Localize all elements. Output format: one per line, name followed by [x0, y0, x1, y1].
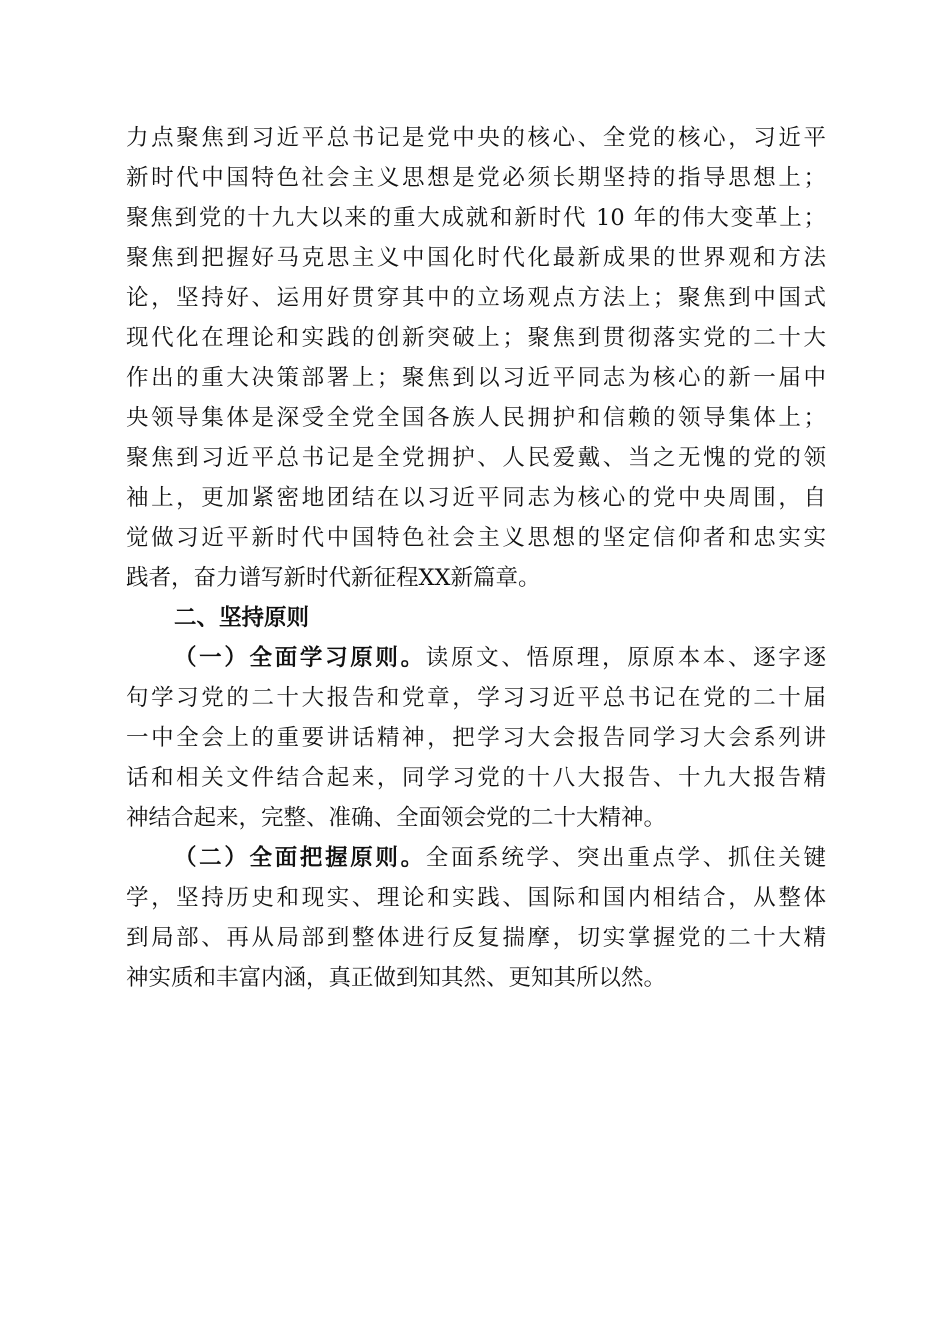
paragraph-line: 学，坚持历史和现实、理论和实践、国际和国内相结合，从整体: [126, 885, 826, 911]
paragraph-line: 一中全会上的重要讲话精神，把学习大会报告同学习大会系列讲: [126, 725, 826, 751]
paragraph-line: 现代化在理论和实践的创新突破上；聚焦到贯彻落实党的二十大: [126, 325, 826, 351]
principle-paragraph-1: [126, 638, 826, 838]
principle-paragraph-2: [126, 838, 826, 998]
paragraph-line: 力点聚焦到习近平总书记是党中央的核心、全党的核心，习近平: [126, 125, 826, 151]
paragraph-line: 觉做习近平新时代中国特色社会主义思想的坚定信仰者和忠实实: [126, 525, 826, 551]
paragraph-text: 全面系统学、突出重点学、抓住关键: [425, 845, 826, 871]
paragraph-line: 到局部、再从局部到整体进行反复揣摩，切实掌握党的二十大精: [126, 925, 826, 951]
paragraph-line: 践者，奋力谱写新时代新征程XX新篇章。: [126, 565, 541, 591]
paragraph-line: [126, 838, 826, 878]
paragraph-line: 聚焦到党的十九大以来的重大成就和新时代 10 年的伟大变革上；: [126, 205, 826, 231]
paragraph-line: 聚焦到习近平总书记是全党拥护、人民爱戴、当之无愧的党的领: [126, 445, 826, 471]
paragraph-text: 读原文、悟原理，原原本本、逐字逐: [425, 645, 826, 671]
paragraph-line: 央领导集体是深受全党全国各族人民拥护和信赖的领导集体上；: [126, 405, 826, 431]
principle-label: （一）全面学习原则。: [174, 645, 426, 671]
paragraph-line: [126, 638, 826, 678]
document-page: [126, 118, 826, 998]
paragraph-line: 论，坚持好、运用好贯穿其中的立场观点方法上；聚焦到中国式: [126, 285, 826, 311]
section-heading: 二、坚持原则: [174, 605, 310, 631]
paragraph-line: 话和相关文件结合起来，同学习党的十八大报告、十九大报告精: [126, 765, 826, 791]
paragraph-line: 句学习党的二十大报告和党章，学习习近平总书记在党的二十届: [126, 685, 826, 711]
intro-paragraph: [126, 118, 826, 598]
paragraph-line: 新时代中国特色社会主义思想是党必须长期坚持的指导思想上；: [126, 165, 826, 191]
paragraph-line: 袖上，更加紧密地团结在以习近平同志为核心的党中央周围，自: [126, 485, 826, 511]
paragraph-line: 作出的重大决策部署上；聚焦到以习近平同志为核心的新一届中: [126, 365, 826, 391]
principle-label: （二）全面把握原则。: [174, 845, 426, 871]
paragraph-line: 神结合起来，完整、准确、全面领会党的二十大精神。: [126, 805, 667, 831]
paragraph-line: 神实质和丰富内涵，真正做到知其然、更知其所以然。: [126, 965, 667, 991]
paragraph-line: 聚焦到把握好马克思主义中国化时代化最新成果的世界观和方法: [126, 245, 826, 271]
